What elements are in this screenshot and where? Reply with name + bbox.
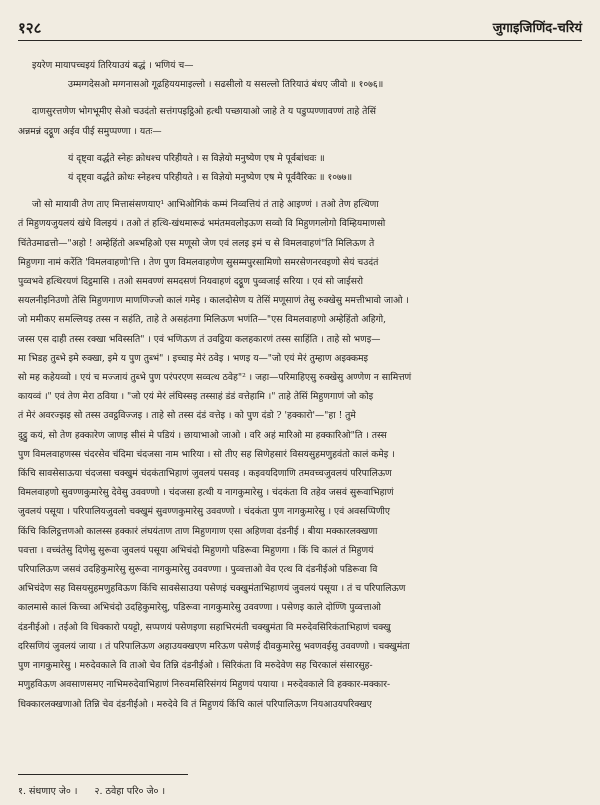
text-line: पुण विमलवाहणस्स चंदरसेव चंदिमा चंदजसा नाम भारिया । सो तीए सह सिणेहसारं विसयसुहमणुहवंतो कालं कमेइ ।: [18, 448, 395, 460]
text-line: पवत्ता । वच्चंतेसु दिणेसु सुरूवा जुवलयं पसूया अभिचंदो मिहुणगो पडिरूवा मिहुणगा । किं चि कालं तं मिहुणयं: [18, 544, 374, 556]
text-line: चिंतेउमाढत्तो—"अहो ! अम्हेहिंतो अब्भहिओ एस मणूसो जेण एवं ललइ इमं च से विमलवाहणं"ति मिलिऊण ते: [18, 237, 375, 249]
running-title: जुगाइजिणिंद-चरियं: [492, 21, 582, 36]
footnotes: [18, 784, 179, 797]
text-line: जस्स एस दाही तस्स रक्खा भविस्सति" । एवं भणिऊण तं उवट्ठिया कलहकारणं तस्स साहिंति । ताहे सो भणइ—: [18, 333, 381, 345]
prose-line: दाणसुरत्तणेण भोगभूमीए सेओ चउदंतो सत्तंगपइट्ठिओ हत्थी पच्छायाओ जाहे ते य पडुप्पण्णावण्णं ताहे तेसिं: [32, 106, 377, 118]
text-line: मा भिडह तुब्भे इमे रुक्खा, इमे य पुण तुब्भं" । इच्चाइ मेरं ठवेइ । भणइ य—"जो एयं मेरं तुम्हाण अइक्कमइ: [18, 352, 369, 364]
footnote-1: १. संधणाए जे० ।: [18, 786, 78, 797]
text-line: पुव्वभवे हत्थिरयणं दिट्ठमासि । तओ समवण्णं समदसणं नियवाहणं दट्ठूण पुव्वजाई सरिया । एवं सो जाईसरो: [18, 276, 364, 288]
verse-1077-a: यं दृष्ट्वा वर्द्धते स्नेहः क्रोधश्च परिहीयते । स विज्ञेयो मनुष्येण एष मे पूर्वबांधवः ॥: [68, 152, 325, 164]
text-line: अभिचंदेण सह विसयसुहमणुहविऊण किंचि सावसेसाउया पसेणइं चक्खुमंताभिहाणयं जुवलयं पसूया । तं च परिपालिऊण: [18, 583, 406, 595]
text-line: किंचि सावसेसाऊया चंदजसा चक्खुमं चंदकंताभिहाणं जुवलयं पसवइ । कइवयदिणाणि तमवच्चजुवलयं परिपालिऊण: [18, 468, 392, 480]
verse-1077-b: यं दृष्ट्वा वर्द्धते क्रोधः स्नेहश्च परिहीयते । स विज्ञेयो मनुष्येण एष मे पूर्ववैरिकः ॥ १०७७॥: [68, 172, 353, 184]
text-line: मिहुणगा नामं करेंति 'विमलवाहणो'त्ति । तेण पुण विमलवाहणेण सुसम्मपुरसामिणो समरसेणनरवइणो सेयं चउदंतं: [18, 256, 379, 268]
text-line: पुण नागकुमारेसु । मरुदेवकाले वि ताओ चेव तिन्नि दंडनीईओ । सिरिकंता वि मरुदेवेण सह चिरकालं संसारसुह-: [18, 660, 373, 672]
text-line: कायव्वं ।" एवं तेण मेरा ठविया । "जो एयं मेरं लंघिस्सइ तस्साहं डंडं वत्तेहामि ।" ताहे तेसिं मिहुणगाणं जो कोइ: [18, 391, 374, 403]
footnote-divider: [18, 774, 188, 775]
footnote-2: २. ठवेहा परि० जे० ।: [94, 786, 166, 797]
text-line: कालमासे कालं किच्चा अभिचंदो उदहिकुमारेसु, पडिरूवा नागकुमारेसु उववण्णा । पसेणइ काले दोण्णि पुव्वत्ताओ: [18, 602, 381, 614]
text-line: जो सो मायावी तेण ताए मित्तासंसणयाए¹ आभिओगिकं कम्मं निव्वत्तियं तं ताहे आइण्णं । तओ तेण हत्थिणा: [32, 199, 379, 211]
prose-block-1: [18, 102, 584, 140]
page-header: [18, 18, 582, 41]
text-line: जो ममीकए समल्लियइ तस्स न सहंति, ताहे ते असहंतगा मिलिऊण भणंति—"एस विमलवाहणो अम्हेहिंतो अहिगो,: [18, 314, 387, 326]
text-line: सो मह कहेयव्वो । एयं च मज्जायं तुब्भे पुण परंपरएण सव्वत्थ ठवेह"² । जहा—परिमाहिएसु रुक्खेसु अण्णेण न सामित्तणं: [18, 372, 412, 384]
text-line: मणुहविऊण अवसाणसमए नाभिमरुदेवाभिहाणं निरुवमसिरिसंगयं मिहुणयं पयाया । मरुदेवकाले वि हक्कार-मक्कार-: [18, 679, 391, 691]
text-line: तं मिहुणयजुयलयं खंधे विलइयं । तओ तं हत्थि-खंधमारूढं भमंतमवलोइऊण सव्वो वि मिहुणगलोगो विम्हियमाणसो: [18, 218, 386, 230]
prose-line: इयरेण मायापच्चइयं तिरियाउयं बद्धं । भणियं च—: [32, 60, 194, 71]
text-line: दंडनीईओ । तईओ वि धिक्कारो पयट्टो, सप्पणयं पसेणइणा सहाभिरमंती चक्खुमंता वि मरुदेवसिरिकंताभिहाणं चक्खु: [18, 621, 391, 633]
text-line: दुट्ठु कयं, सो तेण हक्कारेण जाणइ सीसं मे पडियं । छायाभाओ जाओ । वरि अहं मारिओ मा हक्कारिओ"ति । तस्स: [18, 429, 387, 441]
text-line: परिपालिऊण जसवं उदहिकुमारेसु सुरूवा नागकुमारेसु उववण्णा । पुव्वत्ताओ वेव एत्थ वि दंडनीईओ पडिरूवा वि: [18, 564, 378, 576]
text-line: दरिसणियं जुवलयं जाया । तं परिपालिऊण अहाउयक्खएण मरिऊण पसेणई दीवकुमारेसु भवणवईसु उववण्णो । चक्खुमंता: [18, 640, 410, 652]
text-line: सयलनीइनिउणो तेसि मिहुणगाण माणणिज्जो कालं गमेइ । कालदोसेण य तेसिं मणूसाणं तेसु रुक्खेसु ममत्तीभावो जाओ ।: [18, 295, 409, 307]
prose-line: अन्नमन्नं दट्ठूण अईव पीई समुप्पण्णा । यतः—: [18, 125, 162, 137]
text-line: किंचि किलिट्ठत्तणओ कालस्स हक्कारं लंघयंताण ताण मिहुणगाण एसा अहिणवा दंडनीई । बीया मक्कारलक्खणा: [18, 525, 378, 537]
text-line: जुवलयं पसूया । परिपालियजुवलो चक्खुमं सुवण्णकुमारेसु उववण्णो । चंदकंता पुण नागकुमारेसु । एवं अवसप्पिणीए: [18, 506, 390, 518]
text-line: तं मेरं अवरज्झइ सो तस्स उवट्ठविज्जइ । ताहे सो तस्स दंडं वत्तेइ । को पुण दंडो ? 'हक्कारो'—"हा ! तुमे: [18, 410, 356, 422]
page-number: १२८: [18, 19, 42, 37]
page-body: [18, 56, 584, 714]
text-line: विमलवाहणो सुवण्णकुमारेसु देवेसु उववण्णो । चंदजसा हत्थी य नागकुमारेसु । चंदकंता वि तहेव जसवं सुरूवाभिहाणं: [18, 487, 394, 499]
main-paragraph: [18, 195, 584, 713]
text-line: धिक्कारलक्खणाओ तिन्नि चेव दंडनीईओ । मरुदेवे वि तं मिहुणयं किंचि कालं परिपालिऊण नियआउयपरिक्खए: [18, 698, 372, 710]
verse-1076: उम्मग्गदेसओ मग्गनासओ गूढहिययमाइल्लो । सढसीलो य ससल्लो तिरियाउं बंधए जीवो ॥ १०७६॥: [68, 79, 384, 91]
